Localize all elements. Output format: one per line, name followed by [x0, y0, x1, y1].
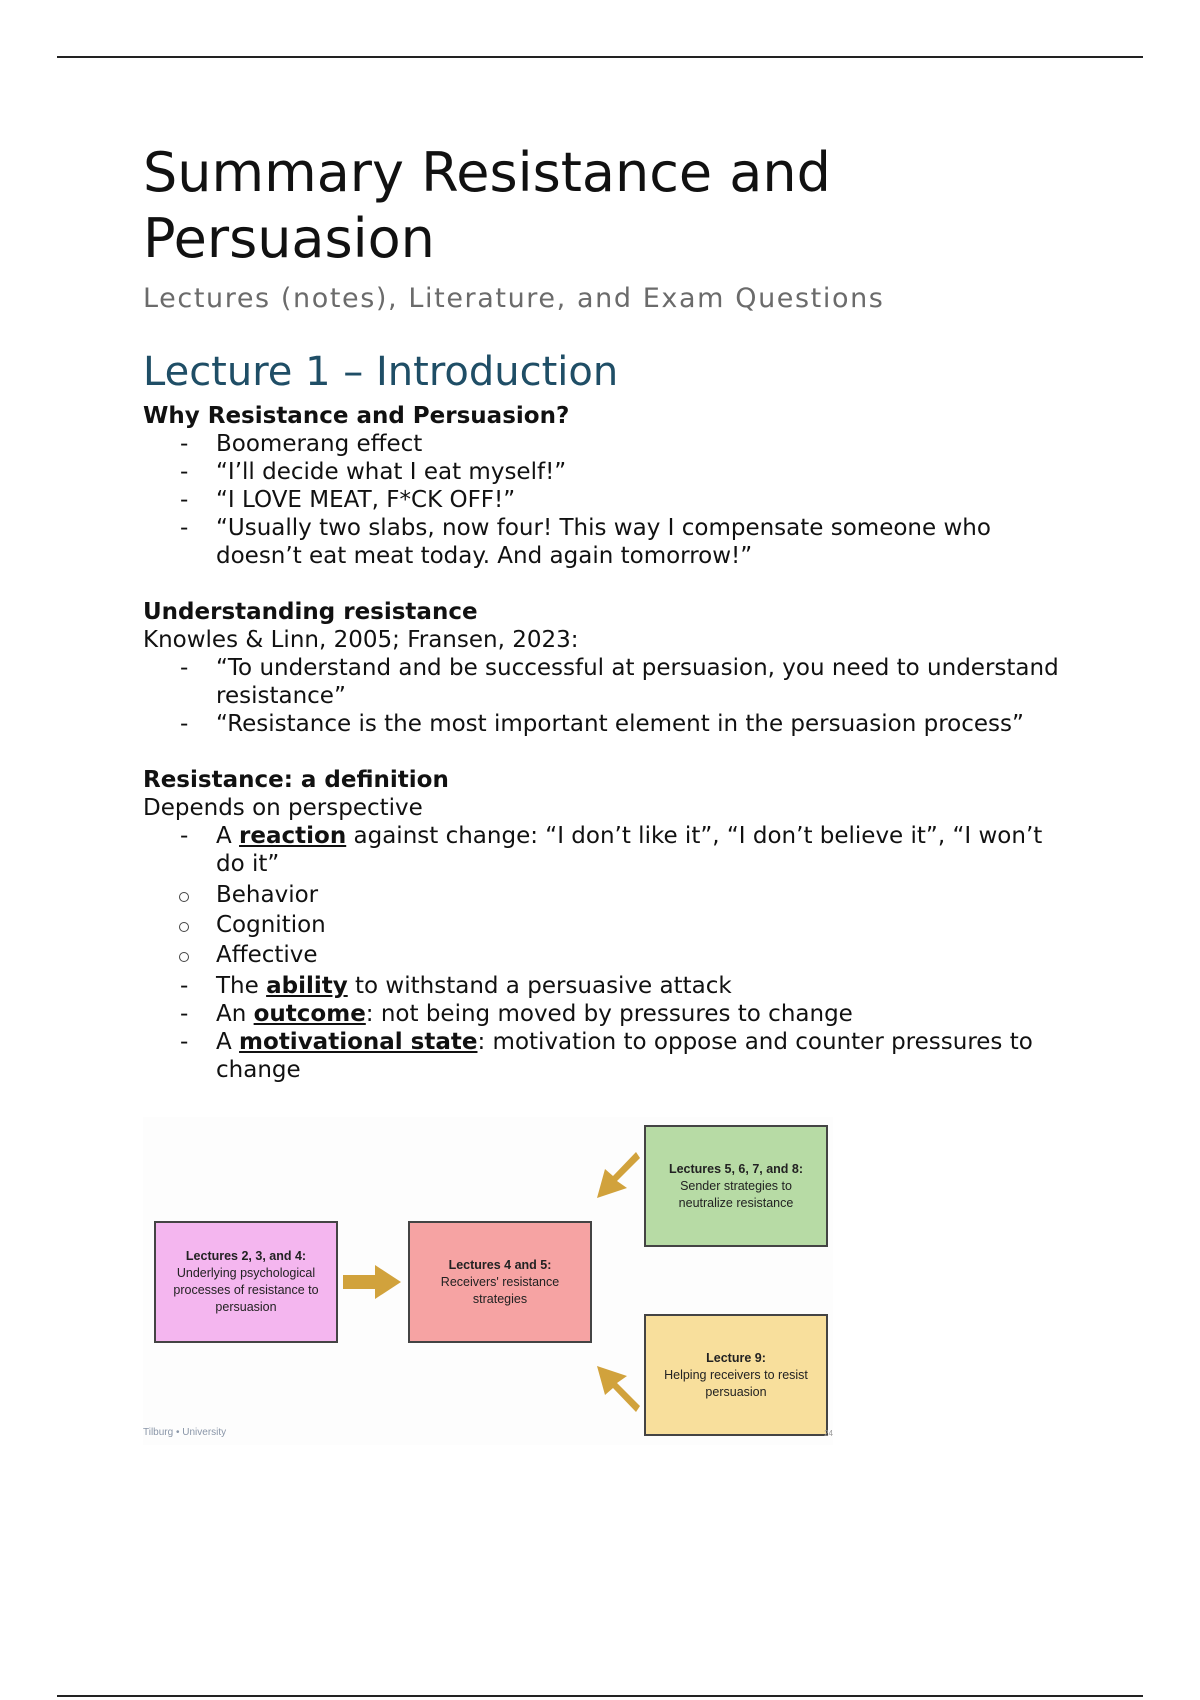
definition-item-4-rest: : motivation to oppose and counter pressures to change	[216, 1029, 1033, 1083]
document-body	[143, 140, 1063, 1084]
definition-item-4-prefix: A	[216, 1029, 240, 1055]
why-list	[143, 430, 1063, 570]
box-lectures-5-6-7-8	[644, 1125, 828, 1247]
understanding-item-2: “Resistance is the most important element in the persuasion process”	[216, 711, 1024, 737]
list-item: - “I’ll decide what I eat myself!”	[180, 459, 567, 485]
box-a-text: Underlying psychological processes of resistance to persuasion	[173, 1266, 319, 1314]
sub-list-item	[143, 880, 1063, 910]
definition-item-2-rest: to withstand a persuasive attack	[347, 973, 732, 999]
title-line-1: Summary Resistance and	[143, 141, 831, 204]
understanding-item-1: “To understand and be successful at persuasion, you need to understand resistance”	[216, 655, 1059, 709]
definition-item-2-prefix: The	[216, 973, 267, 999]
document-title	[143, 140, 1063, 272]
keyword-motivational-state: motivational state	[239, 1029, 478, 1055]
definition-item-1-prefix: A	[216, 823, 240, 849]
why-heading: Why Resistance and Persuasion?	[143, 403, 570, 429]
box-c-title: Lectures 5, 6, 7, and 8:	[668, 1161, 804, 1176]
box-b-title: Lectures 4 and 5:	[448, 1257, 552, 1272]
box-lectures-2-3-4	[154, 1221, 338, 1343]
list-item: - A motivational state: motivation to oppose and counter pressures to change	[180, 1029, 1033, 1083]
list-item: - A reaction against change: “I don’t like it”, “I don’t believe it”, “I won’t do it” Behavior Cognition Affective	[143, 822, 1063, 970]
list-item: - Boomerang effect	[180, 431, 423, 457]
list-item: - “I LOVE MEAT, F*CK OFF!”	[180, 487, 516, 513]
subitem-behavior: Behavior	[216, 882, 319, 908]
understanding-list	[143, 654, 1063, 738]
title-line-2: Persuasion	[143, 207, 435, 270]
box-c-text: Sender strategies to neutralize resistance	[678, 1178, 794, 1210]
why-item-1: Boomerang effect	[216, 431, 423, 457]
top-rule	[57, 56, 1143, 58]
arrow-d-to-b	[597, 1366, 640, 1412]
keyword-outcome: outcome	[253, 1001, 366, 1027]
definition-sublist	[143, 880, 1063, 970]
box-a-title: Lectures 2, 3, and 4:	[185, 1249, 307, 1263]
list-item: - The ability to withstand a persuasive attack	[180, 973, 732, 999]
definition-item-1-rest: against change: “I don’t like it”, “I don’t believe it”, “I won’t do it”	[216, 823, 1043, 877]
box-lectures-4-5	[408, 1221, 592, 1343]
keyword-reaction: reaction	[239, 823, 347, 849]
sub-list-item	[143, 910, 1063, 940]
bottom-rule	[57, 1695, 1143, 1697]
sub-list-item	[143, 940, 1063, 970]
box-d-title: Lecture 9:	[706, 1350, 766, 1365]
keyword-ability: ability	[266, 973, 348, 999]
document-subtitle: Lectures (notes), Literature, and Exam Questions	[143, 283, 885, 314]
definition-list	[143, 822, 1063, 1084]
subitem-affective: Affective	[216, 942, 318, 968]
arrow-c-to-b	[597, 1152, 640, 1198]
box-d-text: Helping receivers to resist persuasion	[664, 1367, 808, 1399]
arrow-a-to-b	[343, 1265, 401, 1299]
university-logo: Tilburg • University	[143, 1427, 227, 1438]
why-item-4: “Usually two slabs, now four! This way I compensate someone who doesn’t eat meat today. And again tomorrow!”	[216, 515, 991, 569]
definition-item-3-prefix: An	[216, 1001, 254, 1027]
list-item: - “Resistance is the most important element in the persuasion process”	[180, 711, 1024, 737]
lecture-overview-diagram	[143, 1117, 833, 1445]
box-b-text: Receivers' resistance strategies	[440, 1274, 560, 1306]
definition-item-3-rest: : not being moved by pressures to change	[365, 1001, 853, 1027]
subitem-cognition: Cognition	[216, 912, 326, 938]
list-item: - An outcome: not being moved by pressures to change	[180, 1001, 853, 1027]
list-item: - “Usually two slabs, now four! This way I compensate someone who doesn’t eat meat today. And again tomorrow!”	[180, 515, 991, 569]
box-lecture-9	[644, 1314, 828, 1436]
lecture-1-heading: Lecture 1 – Introduction	[143, 349, 619, 395]
understanding-source: Knowles & Linn, 2005; Fransen, 2023:	[143, 627, 579, 653]
definition-intro: Depends on perspective	[143, 795, 423, 821]
slide-page-number: 24	[824, 1429, 833, 1438]
why-item-3: “I LOVE MEAT, F*CK OFF!”	[216, 487, 516, 513]
list-item: - “To understand and be successful at persuasion, you need to understand resistance”	[180, 655, 1059, 709]
why-item-2: “I’ll decide what I eat myself!”	[216, 459, 567, 485]
definition-heading: Resistance: a definition	[143, 767, 449, 793]
understanding-heading: Understanding resistance	[143, 599, 478, 625]
